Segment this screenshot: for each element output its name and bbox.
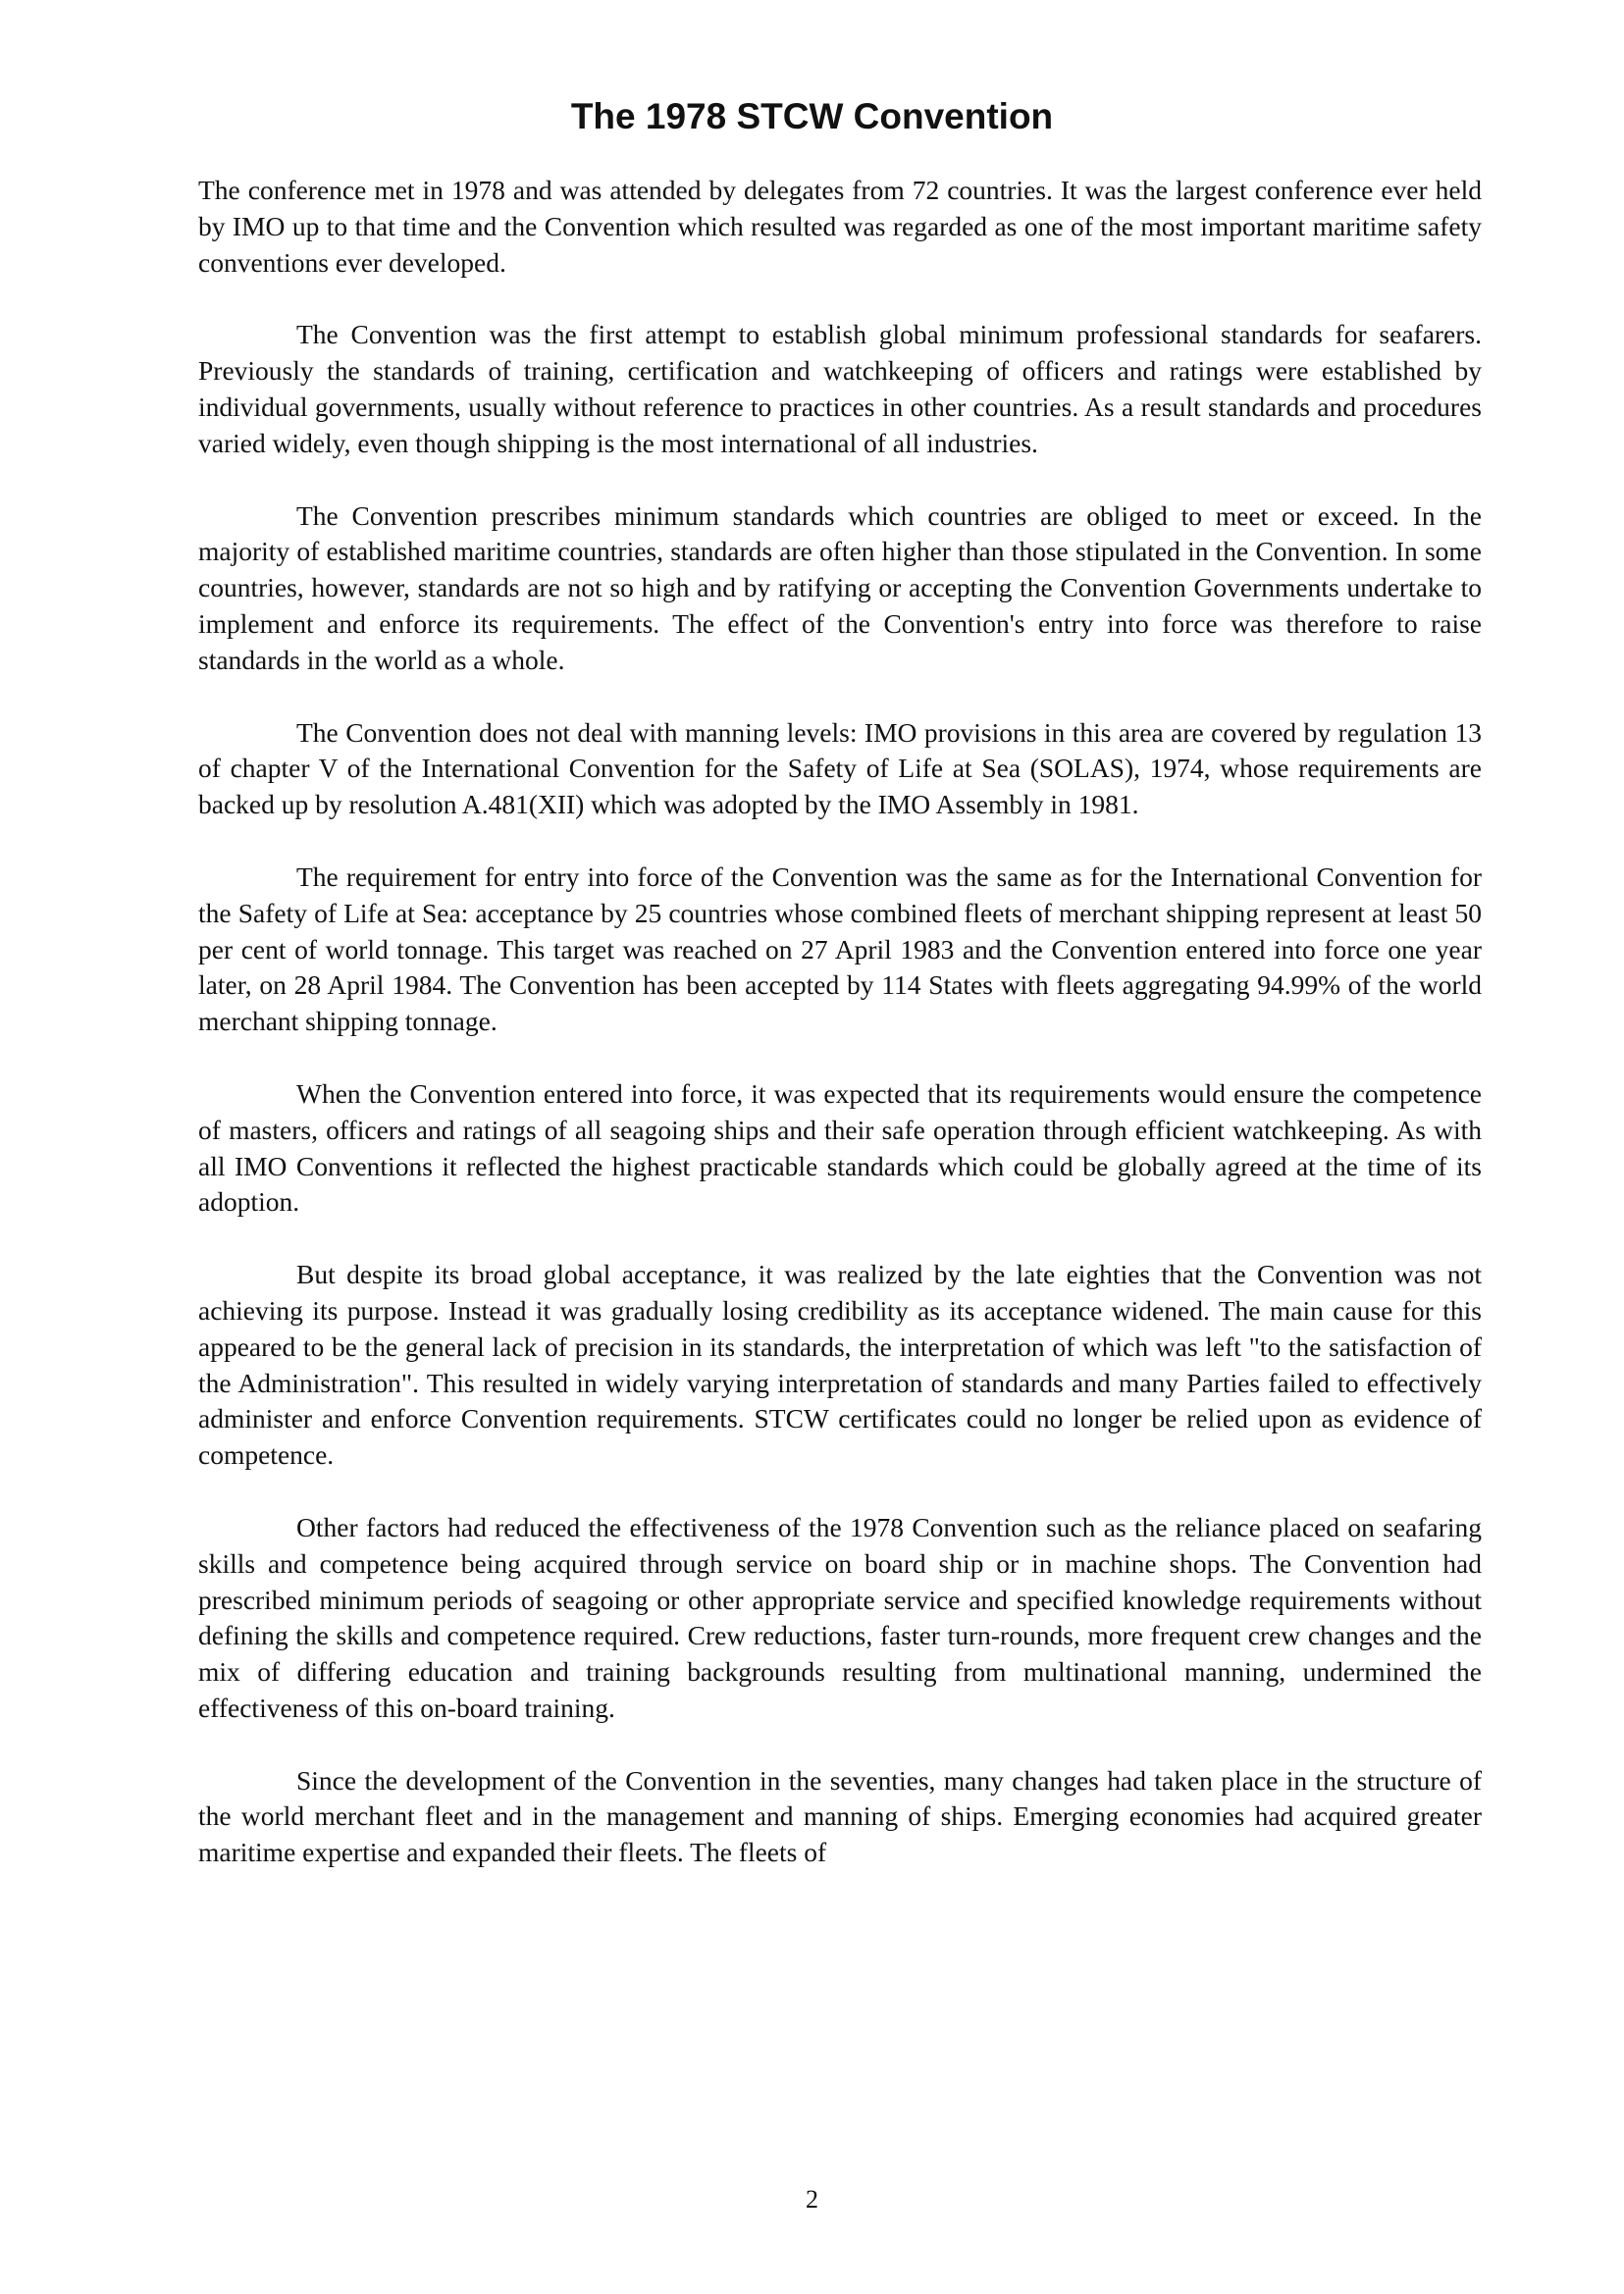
paragraph-3: The Convention prescribes minimum standards which countries are obliged to meet or exceed. In the majority of established maritime countries, standards are often higher than those stipulated in the Convention. In some countries, however, standards are not so high and by ratifying or accepting the Convention Governments undertake to implement and enforce its requirements. The effect of the Convention's entry into force was therefore to raise standards in the world as a whole. bbox=[198, 499, 1482, 675]
paragraph-2: The Convention was the first attempt to establish global minimum professional standards for seafarers. Previously the standards of training, certification and watchkeeping of officers and ratings were established by individual governments, usually without reference to practices in other countries. As a result standards and procedures varied widely, even though shipping is the most international of all industries. bbox=[198, 319, 1482, 458]
paragraph-7: But despite its broad global acceptance, it was realized by the late eighties that the Convention was not achieving its purpose. Instead it was gradually losing credibility as its acceptance widened. The main cause for this appeared to be the general lack of precision in its standards, the interpretation of which was left "to the satisfaction of the Administration". This resulted in widely varying interpretation of standards and many Parties failed to effectively administer and enforce Convention requirements. STCW certificates could no longer be relied upon as evidence of competence. bbox=[198, 1259, 1482, 1471]
paragraph-6: When the Convention entered into force, it was expected that its requirements would ensure the competence of masters, officers and ratings of all seagoing ships and their safe operation through efficient watchkeeping. As with all IMO Conventions it reflected the highest practicable standards which could be globally agreed at the time of its adoption. bbox=[198, 1077, 1482, 1218]
paragraph-9: Since the development of the Convention in the seventies, many changes had taken place in the structure of the world merchant fleet and in the management and manning of ships. Emerging economies had acquired greater maritime expertise and expanded their fleets. The fleets of bbox=[198, 1764, 1482, 1868]
document-body bbox=[198, 173, 1482, 1907]
page-number: 2 bbox=[806, 2185, 818, 2214]
paragraph-4: The Convention does not deal with manning levels: IMO provisions in this area are covered by regulation 13 of chapter V of the International Convention for the Safety of Life at Sea (SOLAS), 1974, whose requirements are backed up by resolution A.481(XII) which was adopted by the IMO Assembly in 1981. bbox=[198, 716, 1482, 820]
paragraph-8: Other factors had reduced the effectiveness of the 1978 Convention such as the reliance placed on seafaring skills and competence being acquired through service on board ship or in machine shops. The Convention had prescribed minimum periods of seagoing or other appropriate service and specified knowledge requirements without defining the skills and competence required. Crew reductions, faster turn-rounds, more frequent crew changes and the mix of differing education and training backgrounds resulting from multinational manning, undermined the effectiveness of this on-board training. bbox=[198, 1511, 1482, 1723]
document-title: The 1978 STCW Convention bbox=[570, 96, 1054, 136]
paragraph-5: The requirement for entry into force of the Convention was the same as for the International Convention for the Safety of Life at Sea: acceptance by 25 countries whose combined fleets of merchant shipping represent at least 50 per cent of world tonnage. This target was reached on 27 April 1983 and the Convention entered into force one year later, on 28 April 1984. The Convention has been accepted by 114 States with fleets aggregating 94.99% of the world merchant shipping tonnage. bbox=[198, 860, 1482, 1037]
paragraph-1: The conference met in 1978 and was attended by delegates from 72 countries. It was the largest conference ever held by IMO up to that time and the Convention which resulted was regarded as one of the most important maritime safety conventions ever developed. bbox=[198, 175, 1482, 278]
